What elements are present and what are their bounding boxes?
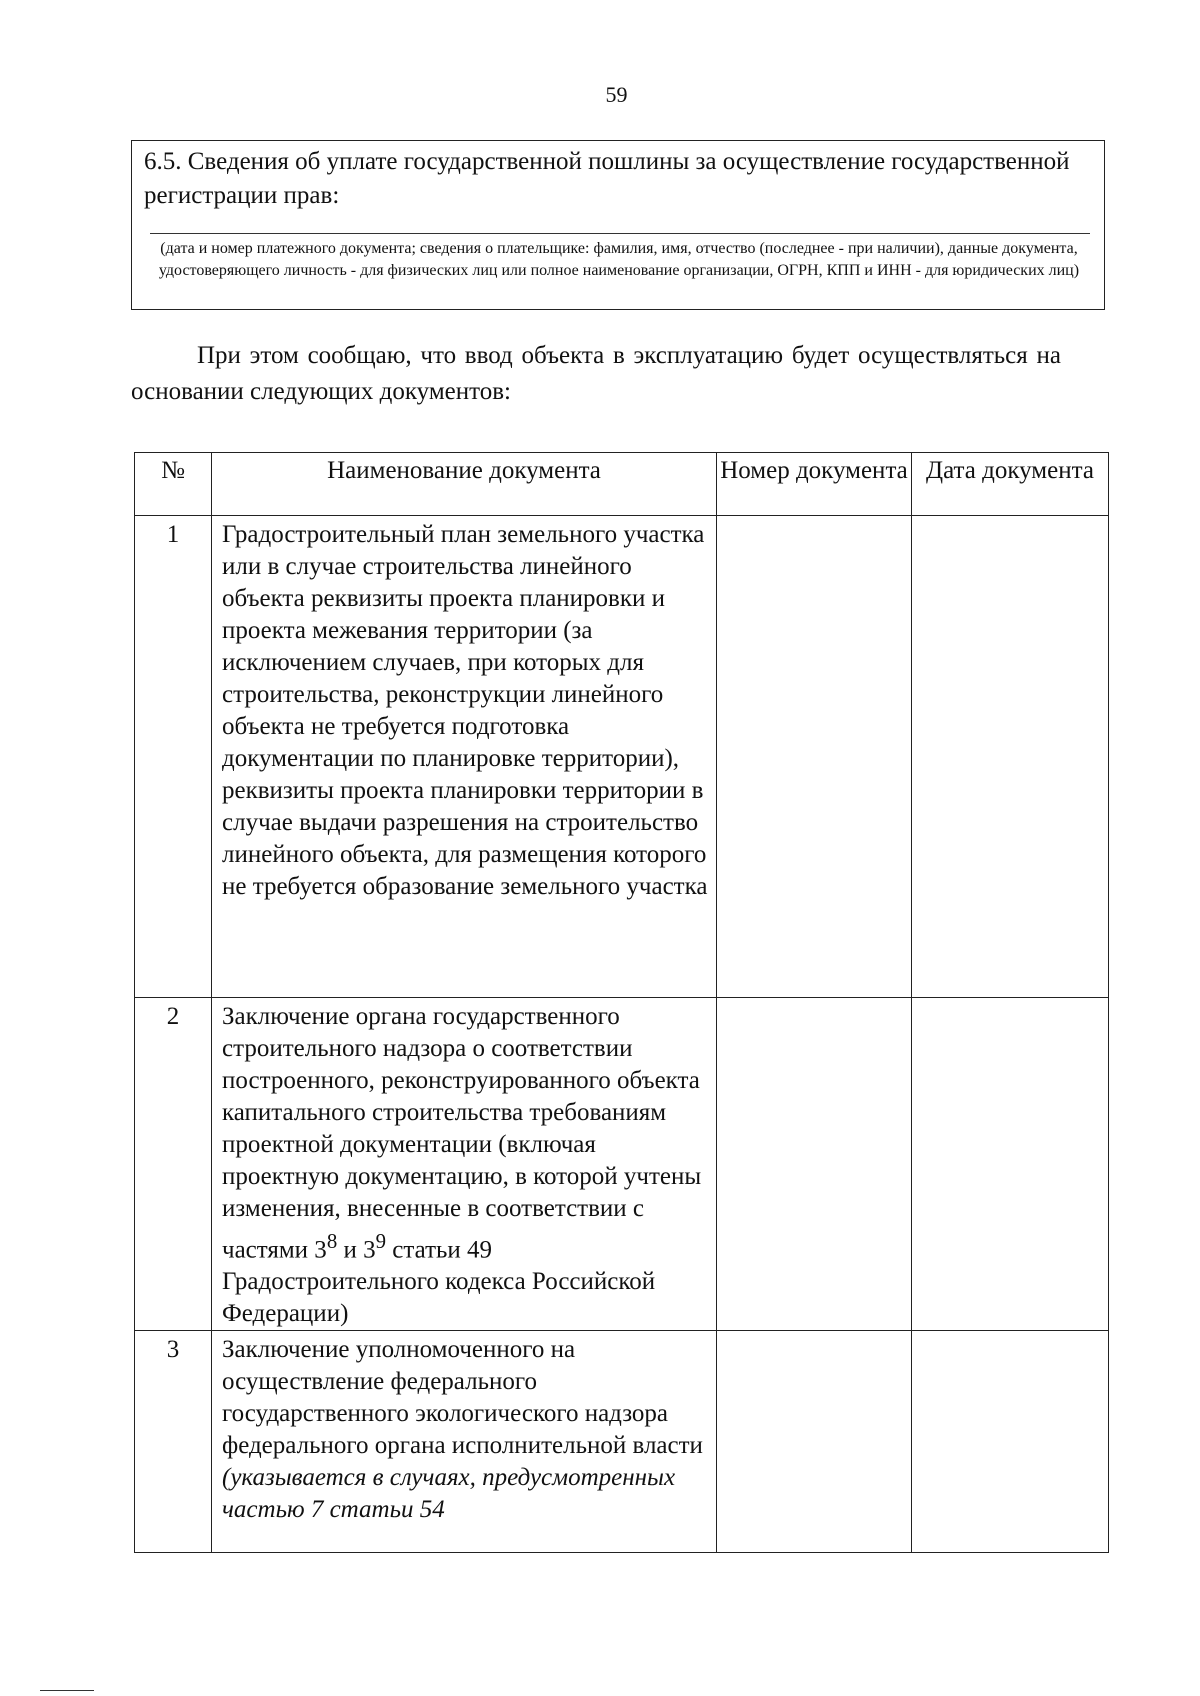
- payment-info-box: [131, 140, 1105, 310]
- header-number: №: [135, 453, 212, 516]
- payment-field-hint: (дата и номер платежного документа; сведения о плательщике: фамилия, имя, отчество (последнее - при наличии), данные документа, удостоверяющего личность - для физических лиц или полное наименование организации, ОГРН, КПП и ИНН - для юридических лиц): [158, 240, 1080, 279]
- row-document-name-text: Заключение уполномоченного на осуществление федерального государственного экологического надзора федерального органа исполнительной власти: [222, 1336, 703, 1460]
- table-row: [135, 516, 1109, 998]
- header-document-date: Дата документа: [912, 453, 1109, 516]
- row-document-note: (указывается в случаях, предусмотренных частью 7 статьи 54: [222, 1464, 676, 1524]
- row-document-date: [912, 1331, 1109, 1553]
- row-document-name-text: Заключение органа государственного строительного надзора о соответствии построенного, реконструированного объекта капитального строительства требованиям проектной документации (включая проектную документацию, в которой учтены изменения, внесенные в соответствии с частями 3: [222, 1003, 702, 1264]
- row-document-number: [717, 998, 912, 1331]
- intro-paragraph: При этом сообщаю, что ввод объекта в эксплуатацию будет осуществляться на основании следующих документов:: [131, 342, 1061, 405]
- payment-fill-line: [150, 233, 1090, 234]
- table-header-row: [135, 453, 1109, 516]
- row-number: 2: [135, 998, 212, 1331]
- table-row: [135, 1331, 1109, 1553]
- row-document-name: [212, 998, 717, 1331]
- row-document-name: [212, 1331, 717, 1553]
- payment-section-title: 6.5. Сведения об уплате государственной пошлины за осуществление государственной регистрации прав:: [144, 148, 1070, 209]
- documents-table: [134, 452, 1109, 1553]
- header-document-number: Номер документа: [717, 453, 912, 516]
- row-document-date: [912, 516, 1109, 998]
- table-row: [135, 998, 1109, 1331]
- row-document-date: [912, 998, 1109, 1331]
- row-number: 3: [135, 1331, 212, 1553]
- row-document-number: [717, 516, 912, 998]
- superscript-8: 8: [326, 1229, 338, 1253]
- row-number: 1: [135, 516, 212, 998]
- header-document-name: Наименование документа: [212, 453, 717, 516]
- row-document-name-end: статьи 49 Градостроительного кодекса Российской Федерации): [222, 1236, 656, 1328]
- page-number: 59: [605, 82, 628, 107]
- row-document-name: Градостроительный план земельного участка или в случае строительства линейного объекта реквизиты проекта планировки и проекта межевания территории (за исключением случаев, при которых для строительства, реконструкции линейного объекта не требуется подготовка документации по планировке территории), реквизиты проекта планировки территории в случае выдачи разрешения на строительство линейного объекта, для размещения которого не требуется образование земельного участка: [212, 516, 717, 998]
- superscript-9: 9: [375, 1229, 387, 1253]
- row-document-number: [717, 1331, 912, 1553]
- row-document-name-middle: и 3: [337, 1236, 376, 1264]
- footnote-separator-line: [40, 1690, 94, 1691]
